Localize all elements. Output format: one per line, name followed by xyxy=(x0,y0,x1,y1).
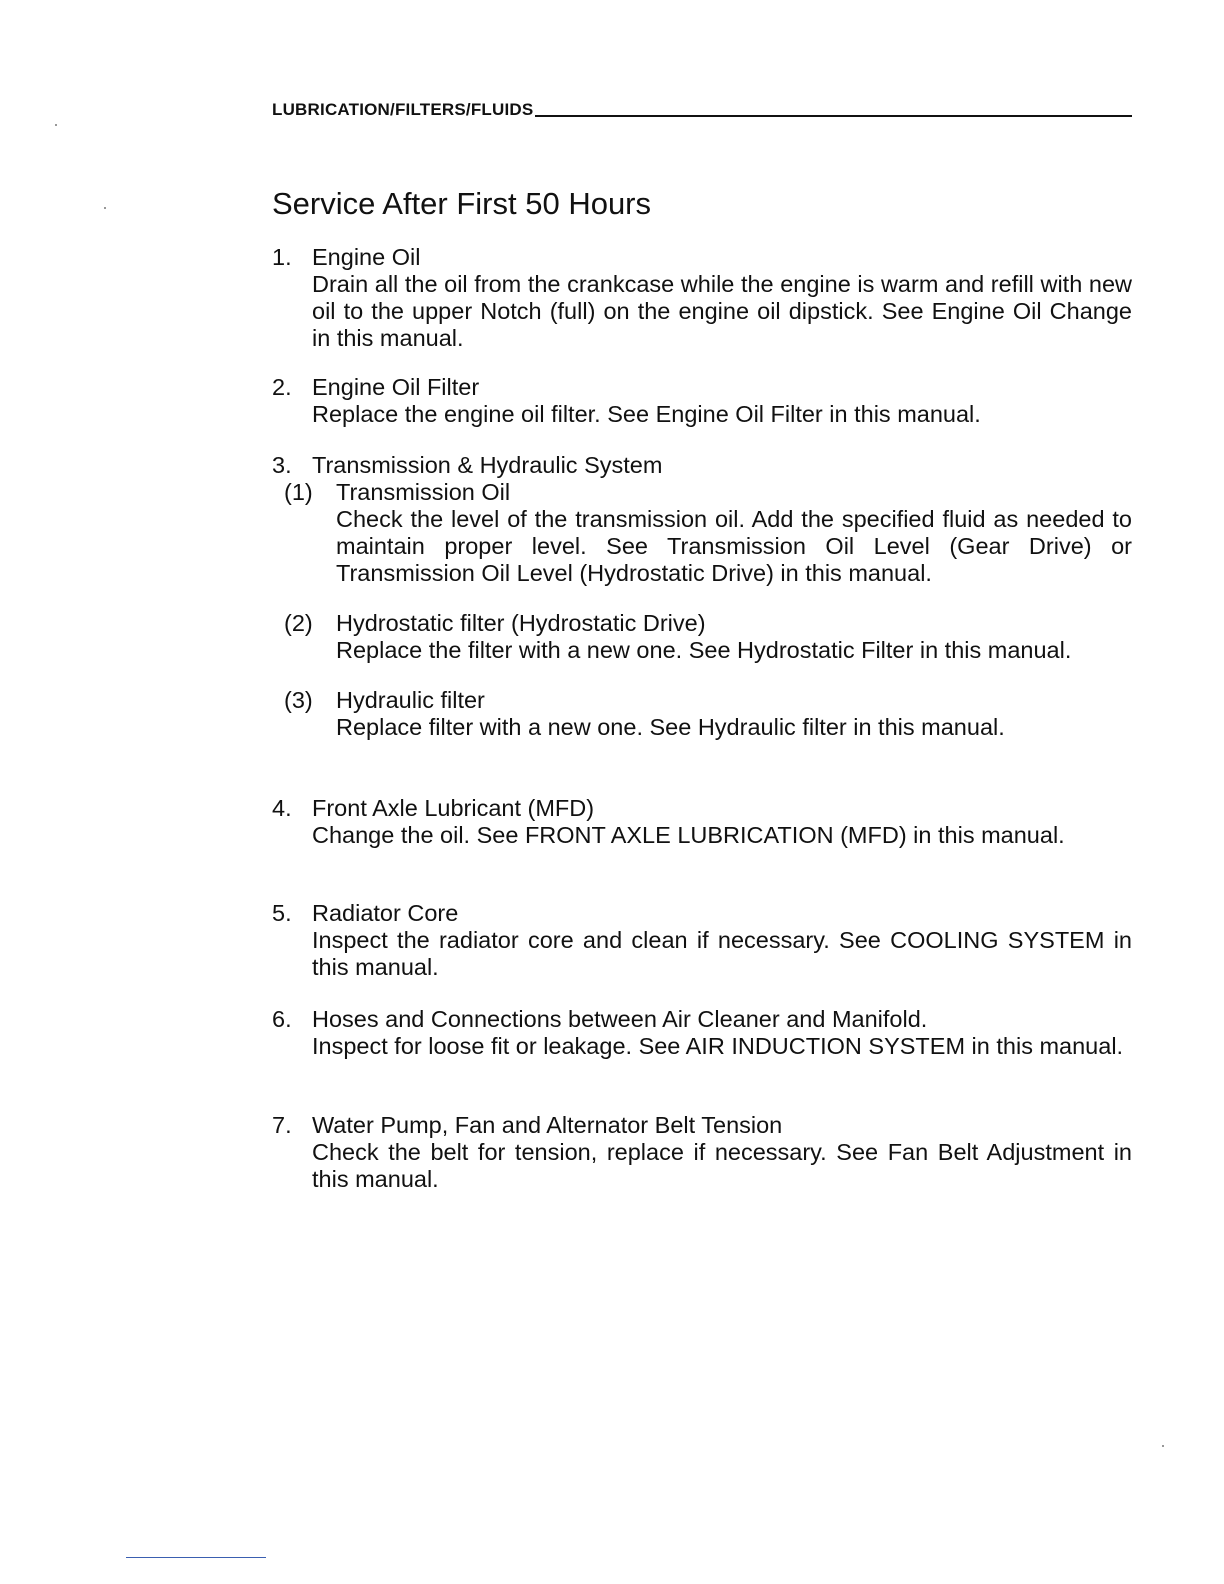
item-body: Change the oil. See FRONT AXLE LUBRICATION (MFD) in this manual. xyxy=(312,822,1065,848)
item-number: 4. xyxy=(272,795,292,821)
subitem-body: Replace filter with a new one. See Hydraulic filter in this manual. xyxy=(336,714,1005,740)
subitem-title: Hydraulic filter xyxy=(336,687,485,713)
item-number: 5. xyxy=(272,900,292,926)
subitem-number: (2) xyxy=(284,610,313,636)
item-title: Engine Oil Filter xyxy=(312,374,480,400)
section-header xyxy=(272,100,1132,120)
item-title: Front Axle Lubricant (MFD) xyxy=(312,795,595,821)
list-item-front-axle xyxy=(272,795,1132,849)
item-number: 1. xyxy=(272,244,292,270)
subitem-title: Hydrostatic filter (Hydrostatic Drive) xyxy=(336,610,706,636)
subitem-title: Transmission Oil xyxy=(336,479,511,505)
subitem-transmission-oil xyxy=(284,479,1132,587)
footer-rule xyxy=(126,1557,266,1558)
list-item-engine-oil-filter xyxy=(272,374,1132,428)
section-header-rule xyxy=(535,115,1132,117)
subitem-number: (3) xyxy=(284,687,313,713)
item-body: Check the belt for tension, replace if necessary. See Fan Belt Adjustment in this manual. xyxy=(312,1139,1132,1192)
subitem-body: Check the level of the transmission oil. Add the specified fluid as needed to maintain proper level. See Transmission Oil Level (Gear Drive) or Transmission Oil Level (Hydrostatic Drive) in this manual. xyxy=(336,506,1132,586)
subitem-body: Replace the filter with a new one. See Hydrostatic Filter in this manual. xyxy=(336,637,1072,663)
item-number: 2. xyxy=(272,374,292,400)
scan-speck xyxy=(1162,1445,1164,1447)
item-body: Inspect the radiator core and clean if necessary. See COOLING SYSTEM in this manual. xyxy=(312,927,1132,980)
subitem-number: (1) xyxy=(284,479,313,505)
item-title: Transmission & Hydraulic System xyxy=(312,452,663,478)
item-number: 7. xyxy=(272,1112,292,1138)
list-item-transmission-hydraulic xyxy=(272,452,1132,741)
list-item-engine-oil xyxy=(272,244,1132,352)
item-body: Inspect for loose fit or leakage. See AIR INDUCTION SYSTEM in this manual. xyxy=(312,1033,1124,1059)
item-title: Water Pump, Fan and Alternator Belt Tension xyxy=(312,1112,783,1138)
item-title: Radiator Core xyxy=(312,900,459,926)
scan-speck xyxy=(104,207,106,209)
section-header-title: LUBRICATION/FILTERS/FLUIDS xyxy=(272,100,534,119)
item-body: Replace the engine oil filter. See Engine Oil Filter in this manual. xyxy=(312,401,981,427)
subitem-hydraulic-filter xyxy=(284,687,1132,741)
item-title: Engine Oil xyxy=(312,244,421,270)
subitem-hydrostatic-filter xyxy=(284,610,1132,664)
page-title: Service After First 50 Hours xyxy=(272,186,652,221)
item-title: Hoses and Connections between Air Cleaner and Manifold. xyxy=(312,1006,928,1032)
item-body: Drain all the oil from the crankcase while the engine is warm and refill with new oil to the upper Notch (full) on the engine oil dipstick. See Engine Oil Change in this manual. xyxy=(312,271,1132,351)
item-number: 6. xyxy=(272,1006,292,1032)
list-item-radiator-core xyxy=(272,900,1132,981)
scan-speck xyxy=(55,124,57,126)
list-item-belt-tension xyxy=(272,1112,1132,1193)
item-number: 3. xyxy=(272,452,292,478)
list-item-hoses-connections xyxy=(272,1006,1132,1060)
